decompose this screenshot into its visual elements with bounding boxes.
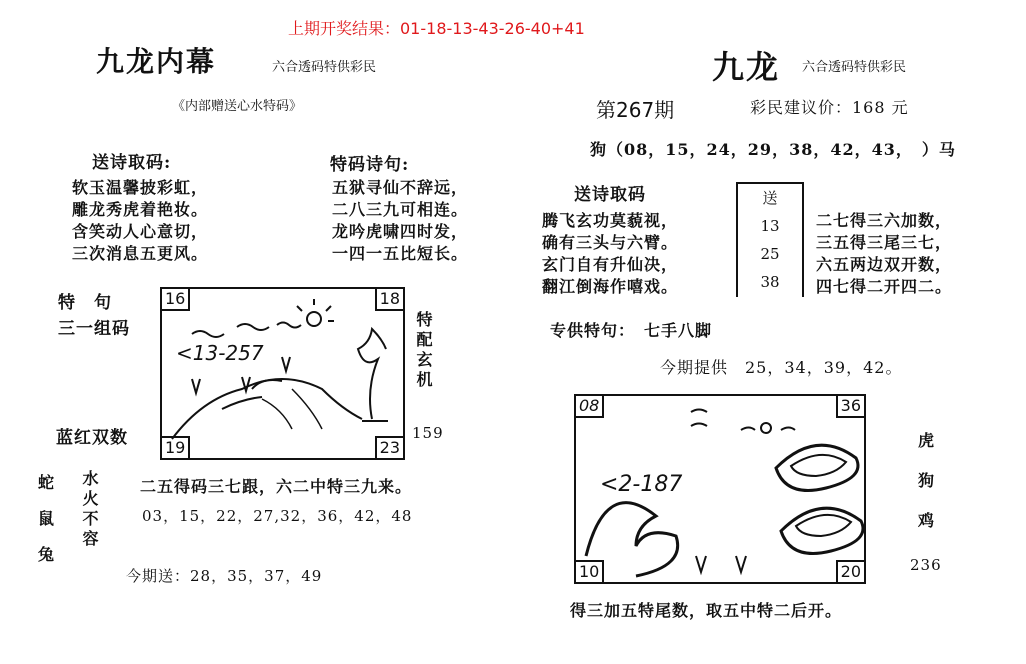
right-subtitle: 六合透码特供彩民 <box>802 60 907 75</box>
right-bottom-line-wrap <box>570 600 842 622</box>
right-poem-heading: 送诗取码 <box>574 185 646 205</box>
left-box-handwriting: <13-257 <box>176 341 264 365</box>
left-number-line: 03，15，22，27,32，36，42，48 <box>142 507 413 525</box>
left-title: 九龙内幕 <box>96 45 217 78</box>
right-box-bottom-left-number: 10 <box>574 560 604 584</box>
tema-heading: 特码诗句: <box>330 155 410 175</box>
left-box-top-right-number: 18 <box>375 287 405 311</box>
right-poem <box>542 210 678 298</box>
left-landscape-drawing <box>162 289 403 458</box>
zodiac-item: 鼠 <box>38 509 55 528</box>
right-digit-drawing <box>576 396 864 582</box>
price-line: 彩民建议价：168 元 <box>750 98 909 117</box>
send-col-item: 13 <box>760 217 780 235</box>
right-side-line: 二七得三六加数， <box>816 211 953 230</box>
zodiac-item: 鸡 <box>918 511 935 530</box>
zodiac-item: 狗 <box>918 471 935 490</box>
issue-number: 第267期 <box>596 98 675 122</box>
left-tagline: 《内部赠送心水特码》 <box>172 99 303 114</box>
right-side-line: 四七得二开四二。 <box>816 277 953 296</box>
tema-line: 二八三九可相连。 <box>332 200 469 219</box>
right-box-bottom-right-number: 20 <box>836 560 866 584</box>
right-bottom-line: 得三加五特尾数，取五中特二后开。 <box>570 601 843 620</box>
left-side-vertical-text: 特配玄机 <box>414 311 433 391</box>
right-side-line: 六五两边双开数， <box>816 255 953 274</box>
left-poem <box>72 177 208 265</box>
element-vertical-text: 水火不容 <box>80 470 99 550</box>
left-poem-line: 软玉温馨披彩虹， <box>72 178 209 197</box>
left-subtitle: 六合透码特供彩民 <box>272 60 377 75</box>
right-drawing-box <box>574 394 866 584</box>
special-line-wrap <box>550 320 712 342</box>
sanyi-label: 三一组码 <box>58 319 130 339</box>
last-draw-result: 上期开奖结果：01-18-13-43-26-40+41 <box>288 19 585 38</box>
send-col-item: 38 <box>760 273 780 291</box>
right-side-line: 三五得三尾三七， <box>816 233 953 252</box>
right-box-handwriting: <2-187 <box>600 472 683 497</box>
right-poem-line: 翻江倒海作嘻戏。 <box>542 277 679 296</box>
tema-line: 一四一五比短长。 <box>332 244 469 263</box>
left-poem-heading: 送诗取码: <box>92 153 172 173</box>
right-zodiac-list <box>918 428 934 548</box>
provide-line: 今期提供 25，34，39，42。 <box>660 358 903 377</box>
send-col-item: 25 <box>760 245 780 263</box>
left-poem-line: 含笑动人心意切， <box>72 222 209 241</box>
right-poem-line: 确有三头与六臂。 <box>542 233 679 252</box>
left-zodiac-list <box>38 470 54 578</box>
teju-label: 特 句 <box>58 293 112 313</box>
zodiac-item: 虎 <box>918 431 935 450</box>
right-side-number: 236 <box>910 556 942 574</box>
right-poem-line: 腾飞玄功莫藐视， <box>542 211 679 230</box>
zodiac-item: 蛇 <box>38 473 55 492</box>
tema-poem <box>332 177 468 265</box>
right-side-lines <box>816 210 952 298</box>
send-col-item: 送 <box>762 189 778 207</box>
dog-horse-line: 狗（08，15，24，29，38，42，43， ）马 <box>590 140 956 159</box>
left-verse: 二五得码三七跟，六二中特三九来。 <box>140 477 413 496</box>
zodiac-item: 兔 <box>38 545 55 564</box>
lanhong-label: 蓝红双数 <box>56 428 128 448</box>
left-poem-line: 雕龙秀虎着艳妆。 <box>72 200 209 219</box>
left-poem-line: 三次消息五更风。 <box>72 244 209 263</box>
left-box-bottom-left-number: 19 <box>160 436 190 460</box>
tema-line: 五狱寻仙不辞远， <box>332 178 469 197</box>
tema-line: 龙吟虎啸四时发， <box>332 222 469 241</box>
send-column-box <box>736 182 804 297</box>
left-verse-line <box>140 476 412 498</box>
right-box-top-left-number: 08 <box>574 394 604 418</box>
special-line: 专供特句： 七手八脚 <box>550 321 713 340</box>
left-box-top-left-number: 16 <box>160 287 190 311</box>
right-title: 九龙 <box>712 48 781 86</box>
right-poem-line: 玄门自有升仙决， <box>542 255 679 274</box>
left-drawing-box <box>160 287 405 460</box>
right-box-top-right-number: 36 <box>836 394 866 418</box>
left-box-bottom-right-number: 23 <box>375 436 405 460</box>
left-side-number: 159 <box>412 424 444 442</box>
today-send-line: 今期送：28，35，37，49 <box>126 567 323 585</box>
